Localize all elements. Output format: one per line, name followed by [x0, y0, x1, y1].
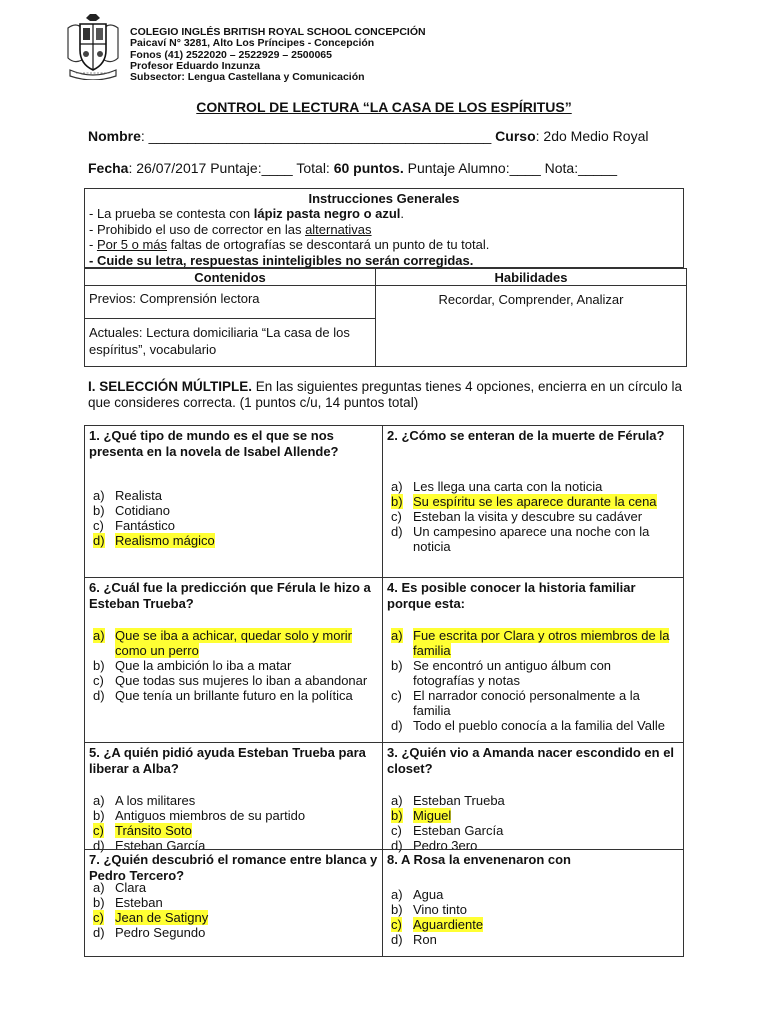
answer-option[interactable] [391, 823, 676, 838]
question-cell [382, 425, 684, 578]
option-text: Esteban Trueba [413, 793, 505, 808]
answer-option[interactable] [391, 524, 676, 554]
option-letter: b) [93, 658, 105, 673]
option-letter: d) [391, 718, 403, 733]
score-blanks: Puntaje Alumno:____ Nota:_____ [403, 160, 618, 176]
school-info [130, 27, 426, 83]
contents-table [84, 268, 687, 367]
instruction-spelling [89, 237, 489, 253]
answer-option[interactable] [391, 688, 676, 718]
answer-option[interactable] [391, 494, 676, 509]
curso-label: Curso [495, 128, 536, 144]
answer-option[interactable] [93, 808, 378, 823]
option-letter: d) [391, 932, 403, 947]
answer-option[interactable] [391, 718, 676, 733]
option-letter: c) [391, 688, 402, 703]
option-text: Esteban García [115, 838, 206, 853]
answer-option[interactable] [93, 503, 378, 518]
option-text: Un campesino aparece una noche con la noticia [413, 524, 650, 554]
instruction-text: faltas de ortografías se descontará un punto de tu total. [167, 237, 490, 252]
school-name: COLEGIO INGLÉS BRITISH ROYAL SCHOOL CONCEPCIÓN [130, 26, 426, 38]
option-letter: a) [93, 880, 105, 895]
option-letter: a) [93, 793, 105, 808]
option-text: Realista [115, 488, 162, 503]
question-text: 7. ¿Quién descubrió el romance entre blanca y Pedro Tercero? [89, 852, 378, 883]
answer-option[interactable] [93, 880, 378, 895]
name-course-row [88, 128, 648, 144]
question-text: 8. A Rosa la envenenaron con [387, 852, 571, 867]
option-letter: b) [391, 494, 403, 509]
contents-actuales: Actuales: Lectura domiciliaria “La casa de los espíritus”, vocabulario [84, 318, 376, 367]
options-list [391, 479, 676, 554]
page-title: CONTROL DE LECTURA “LA CASA DE LOS ESPÍRITUS” [196, 99, 572, 115]
option-letter: a) [391, 628, 403, 643]
instruction-text: - Prohibido el uso de corrector en las [89, 221, 306, 237]
option-letter: b) [93, 895, 105, 910]
question-cell [84, 425, 383, 578]
option-letter: b) [391, 658, 403, 673]
option-letter: c) [391, 823, 402, 838]
option-letter: d) [391, 838, 403, 853]
instruction-underline: alternativas [305, 221, 372, 237]
fecha-label: Fecha [88, 160, 129, 176]
school-phones: Fonos (41) 2522020 – 2522929 – 2500065 [130, 48, 332, 61]
option-letter: a) [391, 887, 403, 902]
option-letter: d) [93, 838, 105, 853]
question-cell [382, 849, 684, 957]
option-letter: c) [93, 910, 104, 925]
nombre-blank: : ____________________________________________ [140, 128, 492, 144]
answer-option[interactable] [391, 917, 676, 932]
teacher-name: Profesor Eduardo Inzunza [130, 59, 261, 72]
option-text: Que tenía un brillante futuro en la política [115, 688, 353, 703]
answer-option[interactable] [391, 793, 676, 808]
option-letter: b) [391, 808, 403, 823]
instruction-underline: Por 5 o más [96, 237, 168, 252]
option-letter: b) [391, 902, 403, 917]
school-crest-logo [66, 14, 120, 80]
option-text: Esteban la visita y descubre su cadáver [413, 509, 643, 524]
skills-cell: Recordar, Comprender, Analizar [375, 285, 687, 367]
answer-option[interactable] [93, 488, 378, 503]
answer-option[interactable] [93, 628, 378, 658]
answer-option[interactable] [391, 902, 676, 917]
option-letter: b) [93, 503, 105, 518]
option-text: Vino tinto [413, 902, 467, 917]
answer-option[interactable] [391, 887, 676, 902]
highlighted-answer: Aguardiente [413, 917, 484, 932]
total-value: 60 puntos. [333, 160, 404, 176]
option-letter: d) [93, 925, 105, 940]
question-cell [84, 577, 383, 743]
answer-option[interactable] [93, 658, 378, 673]
answer-option[interactable] [93, 895, 378, 910]
option-letter: d) [93, 533, 105, 548]
answer-option[interactable] [93, 823, 378, 838]
instructions-title: Instrucciones Generales [308, 191, 460, 206]
answer-option[interactable] [391, 479, 676, 494]
answer-option[interactable] [93, 793, 378, 808]
answer-option[interactable] [93, 688, 378, 703]
option-letter: d) [391, 524, 403, 539]
options-list [391, 628, 676, 733]
option-text: Se encontró un antiguo álbum con fotografías y notas [413, 658, 612, 688]
instruction-text: . [400, 206, 405, 221]
option-letter: c) [391, 509, 402, 524]
answer-option[interactable] [93, 533, 378, 548]
instruction-text: - La prueba se contesta con [89, 206, 254, 221]
question-cell [84, 849, 383, 957]
answer-option[interactable] [93, 518, 378, 533]
option-letter: a) [93, 488, 105, 503]
option-letter: a) [391, 793, 403, 808]
answer-option[interactable] [93, 910, 378, 925]
option-text: Agua [413, 887, 444, 902]
instructions-box [84, 188, 684, 268]
answer-option[interactable] [391, 808, 676, 823]
instruction-corrector [89, 222, 489, 238]
answer-option[interactable] [391, 628, 676, 658]
highlighted-answer: Que se iba a achicar, quedar solo y morir como un perro [115, 628, 353, 658]
option-text: Antiguos miembros de su partido [115, 808, 306, 823]
answer-option[interactable] [93, 925, 378, 940]
instruction-text: - [89, 237, 97, 252]
instruction-emphasis: lápiz pasta negro o azul [253, 206, 401, 221]
option-text: Esteban García [413, 823, 504, 838]
highlighted-answer: Miguel [413, 808, 452, 823]
answer-option[interactable] [391, 932, 676, 947]
options-list [93, 628, 378, 703]
option-text: A los militares [115, 793, 196, 808]
nombre-label: Nombre [88, 128, 141, 144]
option-letter: c) [93, 518, 104, 533]
options-list [93, 880, 378, 940]
question-cell [382, 742, 684, 853]
option-text: Les llega una carta con la noticia [413, 479, 603, 494]
contents-header: Contenidos [84, 268, 376, 286]
option-letter: c) [93, 823, 104, 838]
option-text: Que la ambición lo iba a matar [115, 658, 292, 673]
answer-option[interactable] [391, 658, 676, 688]
option-letter: a) [93, 628, 105, 643]
option-text: Esteban [115, 895, 163, 910]
options-list [93, 793, 378, 853]
option-letter: a) [391, 479, 403, 494]
option-text: Cotidiano [115, 503, 170, 518]
highlighted-answer: Su espíritu se les aparece durante la cena [413, 494, 657, 509]
question-text: 6. ¿Cuál fue la predicción que Férula le hizo a Esteban Trueba? [89, 580, 371, 611]
highlighted-answer: Fue escrita por Clara y otros miembros de la familia [413, 628, 670, 658]
fecha-value: : 26/07/2017 Puntaje:____ Total: [128, 160, 334, 176]
answer-option[interactable] [93, 673, 378, 688]
instruction-pen [89, 206, 489, 222]
option-text: Clara [115, 880, 147, 895]
instruction-handwriting: - Cuide su letra, respuestas ininteligibles no serán corregidas. [89, 252, 474, 268]
question-text: 5. ¿A quién pidió ayuda Esteban Trueba para liberar a Alba? [89, 745, 366, 776]
option-letter: b) [93, 808, 105, 823]
subject: Subsector: Lengua Castellana y Comunicación [130, 71, 365, 84]
highlighted-answer: Jean de Satigny [115, 910, 209, 925]
questions-grid [84, 425, 684, 957]
option-text: Pedro 3ero [413, 838, 478, 853]
options-list [93, 488, 378, 548]
instructions-list [89, 206, 489, 268]
option-text: El narrador conoció personalmente a la familia [413, 688, 640, 718]
section-instructions: En las siguientes preguntas tienes 4 opciones, encierra en un círculo la que consideres correcta. (1 puntos c/u, 14 puntos total) [88, 379, 683, 410]
section-label: I. SELECCIÓN MÚLTIPLE. [88, 379, 253, 394]
option-text: Fantástico [115, 518, 175, 533]
school-address: Paicaví N° 3281, Alto Los Príncipes - Concepción [130, 37, 375, 50]
date-score-row [88, 160, 617, 176]
option-letter: c) [93, 673, 104, 688]
skills-header: Habilidades [375, 268, 687, 286]
options-list [391, 887, 676, 947]
options-list [391, 793, 676, 853]
question-cell [84, 742, 383, 853]
highlighted-answer: Realismo mágico [115, 533, 215, 548]
curso-value: : 2do Medio Royal [535, 128, 649, 144]
contents-previos: Previos: Comprensión lectora [84, 285, 376, 319]
question-text: 1. ¿Qué tipo de mundo es el que se nos presenta en la novela de Isabel Allende? [89, 428, 339, 459]
highlighted-answer: Tránsito Soto [115, 823, 192, 838]
question-cell [382, 577, 684, 743]
option-text: Todo el pueblo conocía a la familia del Valle [413, 718, 665, 733]
option-text: Pedro Segundo [115, 925, 206, 940]
option-text: Ron [413, 932, 437, 947]
question-text: 4. Es posible conocer la historia familiar porque esta: [387, 580, 636, 611]
option-letter: c) [391, 917, 402, 932]
section-multiple-choice [88, 379, 688, 411]
option-text: Que todas sus mujeres lo iban a abandonar [115, 673, 368, 688]
option-letter: d) [93, 688, 105, 703]
question-text: 3. ¿Quién vio a Amanda nacer escondido en el closet? [387, 745, 675, 776]
question-text: 2. ¿Cómo se enteran de la muerte de Férula? [387, 428, 665, 443]
answer-option[interactable] [391, 509, 676, 524]
